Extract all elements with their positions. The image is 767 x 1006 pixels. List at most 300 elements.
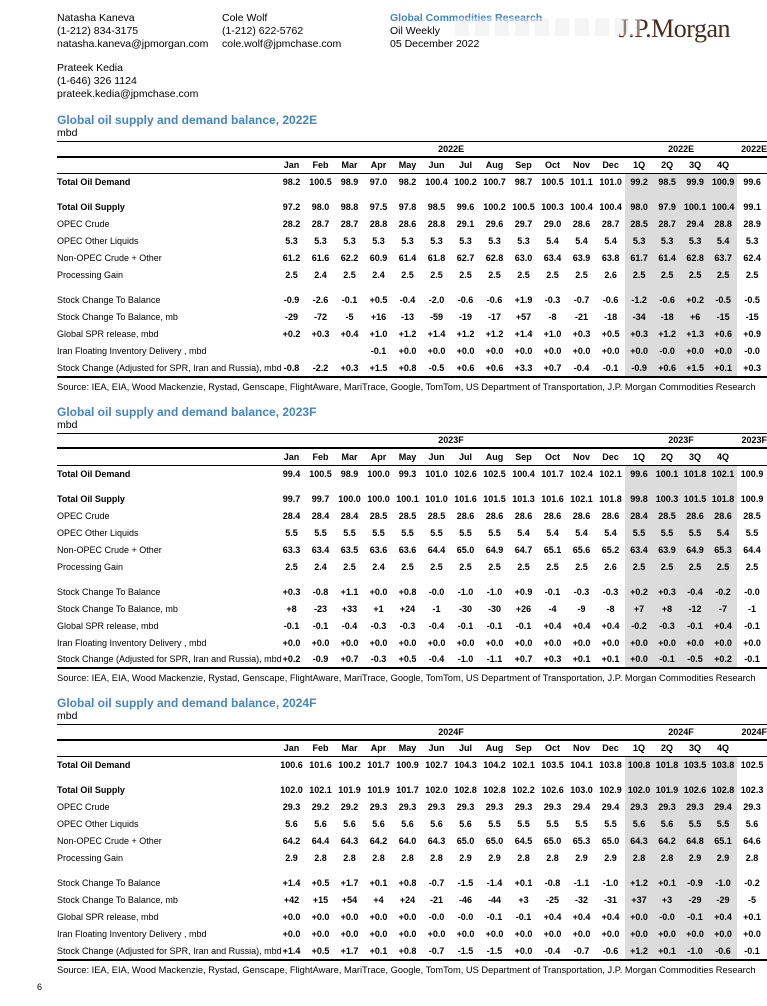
annual-column-header [737, 157, 767, 174]
spacer-cell [57, 191, 277, 199]
quarter-value: 2.5 [625, 267, 653, 284]
spacer-cell [335, 774, 364, 782]
month-value: 28.4 [311, 510, 330, 521]
month-value: -0.4 [567, 360, 596, 377]
row-label-column-header [57, 448, 277, 465]
quarter-value: -1.2 [625, 292, 653, 309]
month-value: 5.5 [488, 527, 501, 538]
month-value: 29.3 [543, 802, 562, 812]
month-header-nov: Nov [567, 448, 596, 465]
spacer-cell [364, 867, 393, 875]
quarter-value: +0.0 [625, 651, 653, 668]
author-column-2 [222, 12, 390, 101]
spacer-cell [709, 774, 737, 782]
month-value: 63.5 [340, 544, 359, 555]
month-value: +0.8 [393, 360, 422, 377]
annual-value: -0.1 [737, 651, 767, 668]
month-value: +0.0 [311, 637, 330, 648]
month-value: 5.5 [343, 527, 356, 538]
month-value: +33 [341, 603, 358, 614]
spacer-cell [393, 482, 422, 490]
month-value: +0.0 [398, 929, 417, 939]
month-value: -0.1 [341, 295, 358, 305]
spacer-row [57, 867, 767, 875]
row-label: Stock Change (Adjusted for SPR, Iran and Russia), mbd [57, 943, 277, 960]
month-value: +0.4 [601, 912, 620, 922]
quarter-value: +0.3 [653, 583, 681, 600]
quarter-value: 29.3 [681, 799, 709, 816]
month-value: -0.6 [486, 295, 503, 305]
month-header-feb: Feb [306, 448, 335, 465]
publication-date: 05 December 2022 [390, 38, 480, 50]
month-value: -4 [548, 603, 557, 614]
month-value: +0.0 [543, 346, 562, 356]
table-row [57, 617, 767, 634]
month-value: 65.1 [543, 544, 562, 555]
quarter-value: -0.9 [681, 875, 709, 892]
quarter-value: -0.6 [653, 292, 681, 309]
month-value: 98.9 [340, 177, 359, 188]
row-label-header-spacer [57, 725, 277, 740]
month-value: 101.7 [396, 785, 419, 795]
month-value: 5.5 [285, 527, 298, 538]
month-value: -0.1 [283, 620, 300, 631]
row-label: Iran Floating Inventory Delivery , mbd [57, 346, 207, 356]
month-header-mar: Mar [335, 740, 364, 757]
quarter-value: 102.8 [709, 782, 737, 799]
month-value: -0.3 [544, 295, 561, 305]
month-value: +0.0 [427, 637, 446, 648]
month-value: 101.0 [599, 177, 622, 188]
author-prateek-kedia [57, 62, 222, 101]
month-value: +0.0 [601, 346, 620, 356]
month-value: 64.3 [340, 836, 359, 846]
month-header-sep: Sep [509, 448, 538, 465]
month-value: -0.1 [486, 912, 503, 922]
month-value: 102.9 [599, 785, 622, 795]
month-value: 2.9 [285, 853, 298, 863]
month-value: 28.6 [572, 510, 591, 521]
quarter-value: 28.4 [625, 507, 653, 524]
month-value: 2.6 [604, 270, 617, 280]
month-value: +0.0 [340, 929, 359, 939]
oil-balance-table-block-2022E [57, 113, 767, 393]
author-email[interactable]: natasha.kaneva@jpmorgan.com [57, 38, 209, 50]
month-value: +0.0 [485, 637, 504, 648]
month-value: 29.3 [485, 802, 504, 812]
month-value: +0.1 [369, 878, 388, 888]
quarter-value: +0.0 [653, 926, 681, 943]
year-label-annual: 2024F [737, 725, 767, 740]
month-value: 102.8 [483, 785, 506, 795]
spacer-cell [509, 482, 538, 490]
spacer-cell [709, 575, 737, 583]
author-natasha-kaneva [57, 12, 222, 51]
month-value: 2.9 [604, 853, 617, 863]
spacer-cell [306, 774, 335, 782]
month-value: -0.6 [596, 943, 625, 960]
row-label: Stock Change To Balance [57, 586, 161, 597]
spacer-cell [596, 867, 625, 875]
annual-value: -5 [748, 895, 757, 905]
month-value: 101.7 [367, 760, 390, 771]
month-header-oct: Oct [538, 740, 567, 757]
quarter-value: -1.0 [681, 943, 709, 960]
month-value: +16 [370, 312, 387, 322]
month-value: -31 [604, 895, 618, 905]
month-value: 5.3 [401, 236, 414, 246]
month-value: 104.2 [483, 760, 506, 771]
month-value: 65.0 [485, 836, 504, 846]
annual-value: +0.0 [743, 929, 761, 939]
month-value: 104.1 [570, 760, 593, 771]
month-value [335, 343, 364, 360]
month-value: 2.5 [343, 561, 356, 572]
author-email[interactable]: prateek.kedia@jpmchase.com [57, 88, 199, 100]
quarter-value: 63.7 [709, 250, 737, 267]
spacer-cell [306, 867, 335, 875]
month-value: +1.0 [543, 329, 562, 339]
month-value: 2.5 [546, 561, 559, 572]
month-value: -8 [548, 312, 557, 322]
quarter-value: 101.8 [681, 465, 709, 482]
spacer-cell [509, 191, 538, 199]
table-unit-label: mbd [57, 710, 78, 722]
quarter-value: 103.5 [681, 757, 709, 774]
month-value: 102.7 [425, 760, 448, 771]
month-value: -13 [400, 312, 414, 322]
quarter-value: 2.9 [709, 850, 737, 867]
year-label-months: 2022E [277, 142, 625, 157]
month-value: +0.3 [538, 651, 567, 668]
month-value: 63.4 [311, 544, 330, 555]
month-value: 5.4 [546, 236, 559, 246]
quarter-value: 63.4 [625, 541, 653, 558]
annual-column-header [737, 448, 767, 465]
spacer-cell [480, 482, 509, 490]
month-value: 103.8 [599, 760, 622, 771]
month-value: 5.6 [430, 819, 443, 829]
month-value: +0.0 [369, 586, 388, 597]
year-label-annual: 2022E [737, 142, 767, 157]
quarter-value: +37 [625, 892, 653, 909]
table-title: Global oil supply and demand balance, 2023F [57, 404, 317, 419]
annual-value: +0.0 [743, 637, 761, 648]
annual-value: 62.4 [743, 253, 761, 263]
month-value: 2.5 [430, 561, 443, 572]
quarter-value: +0.1 [653, 943, 681, 960]
month-value: 5.6 [314, 819, 327, 829]
month-value: +0.0 [514, 637, 533, 648]
month-value: +0.9 [514, 586, 533, 597]
month-value: -0.9 [283, 295, 300, 305]
row-label: Non-OPEC Crude + Other [57, 836, 162, 846]
quarter-header-1q: 1Q [625, 740, 653, 757]
month-value: 101.9 [367, 785, 390, 795]
author-name: Natasha Kaneva [57, 12, 135, 24]
spacer-cell [653, 482, 681, 490]
month-value: 99.7 [311, 493, 330, 504]
month-value: 28.8 [369, 219, 388, 229]
month-value: -23 [313, 603, 327, 614]
month-value: 2.4 [314, 270, 327, 280]
month-value: 28.4 [340, 510, 359, 521]
table-row [57, 816, 767, 833]
month-value: 5.5 [401, 527, 414, 538]
month-value: -0.7 [567, 943, 596, 960]
month-value: +8 [286, 603, 297, 614]
month-value: 101.0 [425, 468, 448, 479]
month-value: -0.4 [399, 295, 416, 305]
month-value: 97.8 [398, 202, 417, 212]
spacer-cell [596, 191, 625, 199]
quarter-value: 100.1 [681, 199, 709, 216]
quarter-value: 2.5 [709, 267, 737, 284]
table-unit-label: mbd [57, 127, 78, 139]
spacer-cell [451, 575, 480, 583]
month-value: +1.4 [427, 329, 446, 339]
quarter-header-4q: 4Q [709, 448, 737, 465]
quarter-value: 100.4 [709, 199, 737, 216]
month-value: +3 [518, 895, 529, 905]
spacer-row [57, 575, 767, 583]
month-value: +0.0 [514, 929, 533, 939]
row-label-column-header [57, 740, 277, 757]
month-value: 2.4 [372, 561, 385, 572]
month-value: +1.7 [340, 878, 359, 888]
author-email[interactable]: cole.wolf@jpmchase.com [222, 38, 342, 50]
row-label: Processing Gain [57, 270, 124, 280]
month-header-jan: Jan [277, 448, 306, 465]
quarter-value: +0.0 [709, 634, 737, 651]
quarter-value: -12 [681, 600, 709, 617]
month-value: 28.6 [514, 510, 533, 521]
month-value: +0.6 [451, 360, 480, 377]
month-value: 5.4 [575, 527, 588, 538]
month-value: 28.2 [282, 219, 301, 229]
month-value: 5.3 [430, 236, 443, 246]
spacer-cell [681, 482, 709, 490]
month-value: -0.3 [573, 586, 590, 597]
month-value: 64.9 [485, 544, 504, 555]
month-value: 29.3 [456, 802, 475, 812]
month-value: -46 [458, 895, 472, 905]
quarter-value: 2.9 [681, 850, 709, 867]
month-value: 101.8 [599, 493, 622, 504]
month-value: +0.0 [543, 637, 562, 648]
table-row [57, 524, 767, 541]
spacer-cell [567, 867, 596, 875]
month-value: -1.1 [480, 651, 509, 668]
month-value: -0.1 [457, 620, 474, 631]
annual-value: -0.5 [744, 295, 760, 305]
quarter-value: 99.6 [625, 465, 653, 482]
month-value: 100.2 [454, 177, 477, 188]
quarter-value: +1.2 [625, 875, 653, 892]
spacer-cell [422, 575, 451, 583]
spacer-cell [306, 482, 335, 490]
spacer-cell [625, 867, 653, 875]
quarter-value: +0.6 [653, 360, 681, 377]
annual-value: -0.1 [737, 943, 767, 960]
table-row [57, 799, 767, 816]
month-value: +0.0 [601, 929, 620, 939]
month-header-apr: Apr [364, 448, 393, 465]
spacer-row [57, 191, 767, 199]
month-value: +0.3 [572, 329, 591, 339]
quarter-value: 2.5 [653, 558, 681, 575]
year-label-quarters: 2023F [625, 433, 737, 448]
spacer-cell [393, 774, 422, 782]
row-label: OPEC Other Liquids [57, 819, 139, 829]
month-header-jul: Jul [451, 157, 480, 174]
month-value: 2.4 [372, 270, 385, 280]
spacer-cell [681, 774, 709, 782]
quarter-value: 5.6 [625, 816, 653, 833]
quarter-header-3q: 3Q [681, 448, 709, 465]
row-label: Processing Gain [57, 561, 124, 572]
spacer-cell [335, 482, 364, 490]
table-row [57, 909, 767, 926]
quarter-value: 99.9 [681, 174, 709, 191]
quarter-value: 100.9 [709, 174, 737, 191]
month-value: -1.0 [451, 651, 480, 668]
month-value: +0.0 [311, 929, 330, 939]
month-header-apr: Apr [364, 740, 393, 757]
quarter-value: +1.3 [681, 326, 709, 343]
month-value: +24 [399, 603, 416, 614]
table-row [57, 507, 767, 524]
month-value: +0.3 [335, 360, 364, 377]
month-value: 100.6 [280, 760, 303, 771]
quarter-value: 64.9 [681, 541, 709, 558]
quarter-value: 28.5 [625, 216, 653, 233]
quarter-value: 2.5 [681, 267, 709, 284]
month-value: +0.0 [311, 912, 330, 922]
month-value: 63.9 [572, 253, 591, 263]
month-value: +1.5 [364, 360, 393, 377]
month-value: +0.0 [543, 929, 562, 939]
month-value: 5.4 [546, 527, 559, 538]
quarter-value: 2.8 [625, 850, 653, 867]
month-value: -0.3 [399, 620, 416, 631]
spacer-cell [364, 284, 393, 292]
annual-value: 100.9 [740, 468, 764, 479]
quarter-value: +0.0 [625, 343, 653, 360]
row-label: OPEC Other Liquids [57, 236, 139, 246]
spacer-cell [737, 284, 767, 292]
table-row [57, 343, 767, 360]
table-row [57, 216, 767, 233]
month-value: 29.1 [456, 219, 475, 229]
table-row [57, 309, 767, 326]
month-value: 5.6 [372, 819, 385, 829]
month-value: -1.1 [573, 878, 590, 888]
spacer-cell [480, 575, 509, 583]
month-value: 5.5 [604, 819, 617, 829]
month-value: -8 [606, 603, 615, 614]
month-value: 2.5 [575, 561, 588, 572]
quarter-value: 2.5 [625, 558, 653, 575]
quarter-value: -0.2 [625, 617, 653, 634]
month-value: 2.8 [546, 853, 559, 863]
table-row [57, 292, 767, 309]
quarter-value: 99.2 [625, 174, 653, 191]
spacer-cell [364, 774, 393, 782]
month-value: 100.3 [541, 202, 564, 212]
spacer-cell [509, 774, 538, 782]
spacer-cell [480, 774, 509, 782]
month-value: +57 [515, 312, 532, 322]
column-header-row [57, 448, 767, 465]
tables-container [0, 113, 767, 976]
month-value: +1.1 [340, 586, 359, 597]
month-value: 100.5 [512, 202, 535, 212]
month-header-feb: Feb [306, 740, 335, 757]
quarter-header-2q: 2Q [653, 448, 681, 465]
spacer-cell [335, 575, 364, 583]
quarter-value: 63.9 [653, 541, 681, 558]
oil-balance-table-block-2023F [57, 405, 767, 685]
quarter-value: +0.2 [625, 583, 653, 600]
month-value: 29.3 [427, 802, 446, 812]
month-value: 28.8 [427, 219, 446, 229]
spacer-cell [306, 191, 335, 199]
table-row [57, 326, 767, 343]
quarter-value: 29.3 [653, 799, 681, 816]
quarter-value: 29.4 [709, 799, 737, 816]
quarter-value: 28.6 [709, 507, 737, 524]
month-value: +0.1 [514, 878, 533, 888]
quarter-value: -0.1 [681, 909, 709, 926]
quarter-value: 5.4 [709, 524, 737, 541]
month-value: 2.4 [314, 561, 327, 572]
spacer-cell [509, 575, 538, 583]
table-source-note: Source: IEA, EIA, Wood Mackenzie, Rystad, Genscape, FlightAware, MariTrace, Google, TomTom, US Department of Transportation, J.P. Morgan Commodities Research [57, 964, 756, 975]
month-value: 2.8 [430, 853, 443, 863]
quarter-value: 28.6 [681, 507, 709, 524]
quarter-value: 2.5 [653, 267, 681, 284]
quarter-value: 5.3 [653, 233, 681, 250]
row-label: Total Oil Supply [57, 493, 125, 504]
spacer-cell [737, 575, 767, 583]
table-title: Global oil supply and demand balance, 2024F [57, 696, 317, 710]
row-label: OPEC Crude [57, 802, 110, 812]
spacer-cell [393, 867, 422, 875]
quarter-value: 62.8 [681, 250, 709, 267]
annual-value: +0.3 [737, 360, 767, 377]
month-value: -1.0 [486, 586, 503, 597]
month-value: -0.3 [370, 620, 387, 631]
month-value: 28.7 [340, 219, 359, 229]
month-value: 29.7 [514, 219, 533, 229]
month-value: 29.3 [369, 802, 388, 812]
month-value: 64.5 [514, 836, 533, 846]
quarter-value: +0.3 [625, 326, 653, 343]
column-header-row [57, 157, 767, 174]
table-row [57, 267, 767, 284]
table-row [57, 199, 767, 216]
month-value: -0.4 [341, 620, 358, 631]
spacer-cell [596, 482, 625, 490]
month-value: 5.5 [372, 527, 385, 538]
month-value: 61.6 [311, 253, 330, 263]
month-value: +1.9 [514, 295, 533, 305]
quarter-value: +1.5 [681, 360, 709, 377]
month-value: +0.0 [456, 346, 475, 356]
month-value: 64.0 [398, 836, 417, 846]
month-value: +0.0 [282, 637, 301, 648]
